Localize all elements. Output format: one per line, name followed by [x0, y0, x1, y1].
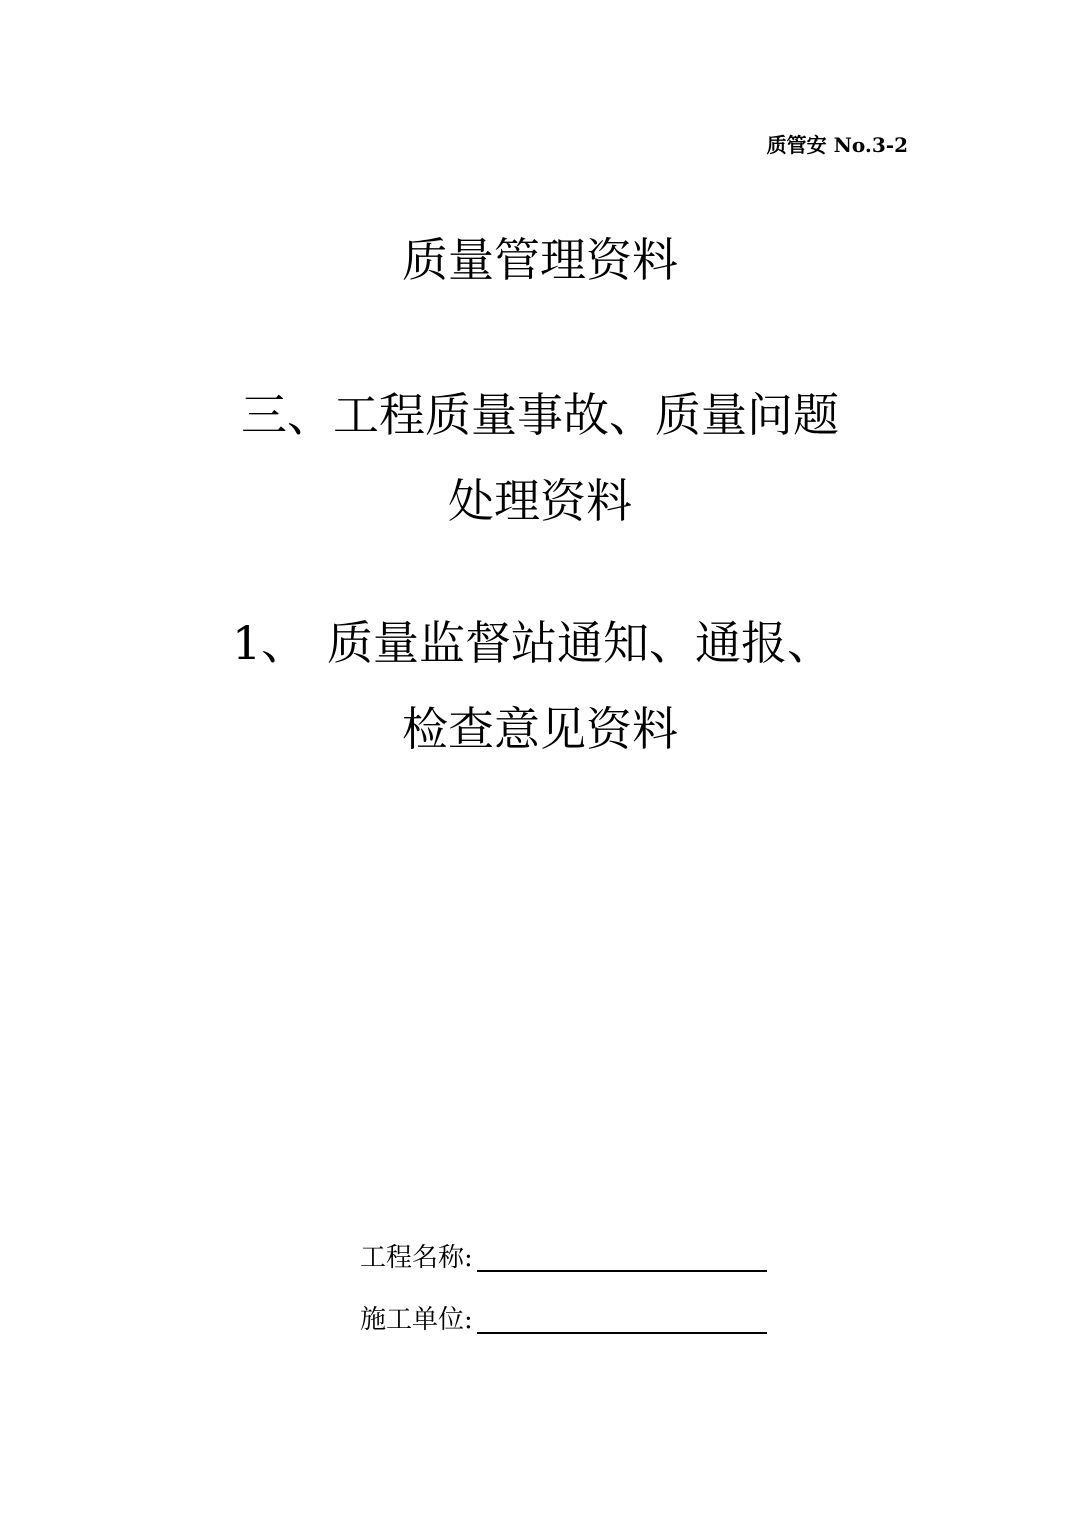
- subsection-number: 1、: [232, 616, 308, 670]
- project-name-blank-line[interactable]: [477, 1270, 767, 1272]
- project-name-label: 工程名称:: [360, 1243, 473, 1273]
- subsection-heading-line-1: [0, 600, 1080, 686]
- info-fields: [360, 1238, 767, 1362]
- document-title: 质量管理资料: [402, 233, 678, 287]
- subsection-text-line-1: 质量监督站通知、通报、: [327, 616, 833, 670]
- subsection-text-line-2: 检查意见资料: [402, 702, 678, 756]
- section-heading: [0, 372, 1080, 544]
- section-heading-line-2: 处理资料: [448, 474, 632, 528]
- subsection-heading: [0, 600, 1080, 772]
- form-code: 质管安 No.3-2: [766, 133, 908, 157]
- section-heading-line-1: 三、工程质量事故、质量问题: [241, 388, 839, 442]
- contractor-label: 施工单位:: [360, 1305, 473, 1335]
- contractor-blank-line[interactable]: [477, 1332, 767, 1334]
- project-name-field: [360, 1238, 767, 1278]
- contractor-field: [360, 1300, 767, 1340]
